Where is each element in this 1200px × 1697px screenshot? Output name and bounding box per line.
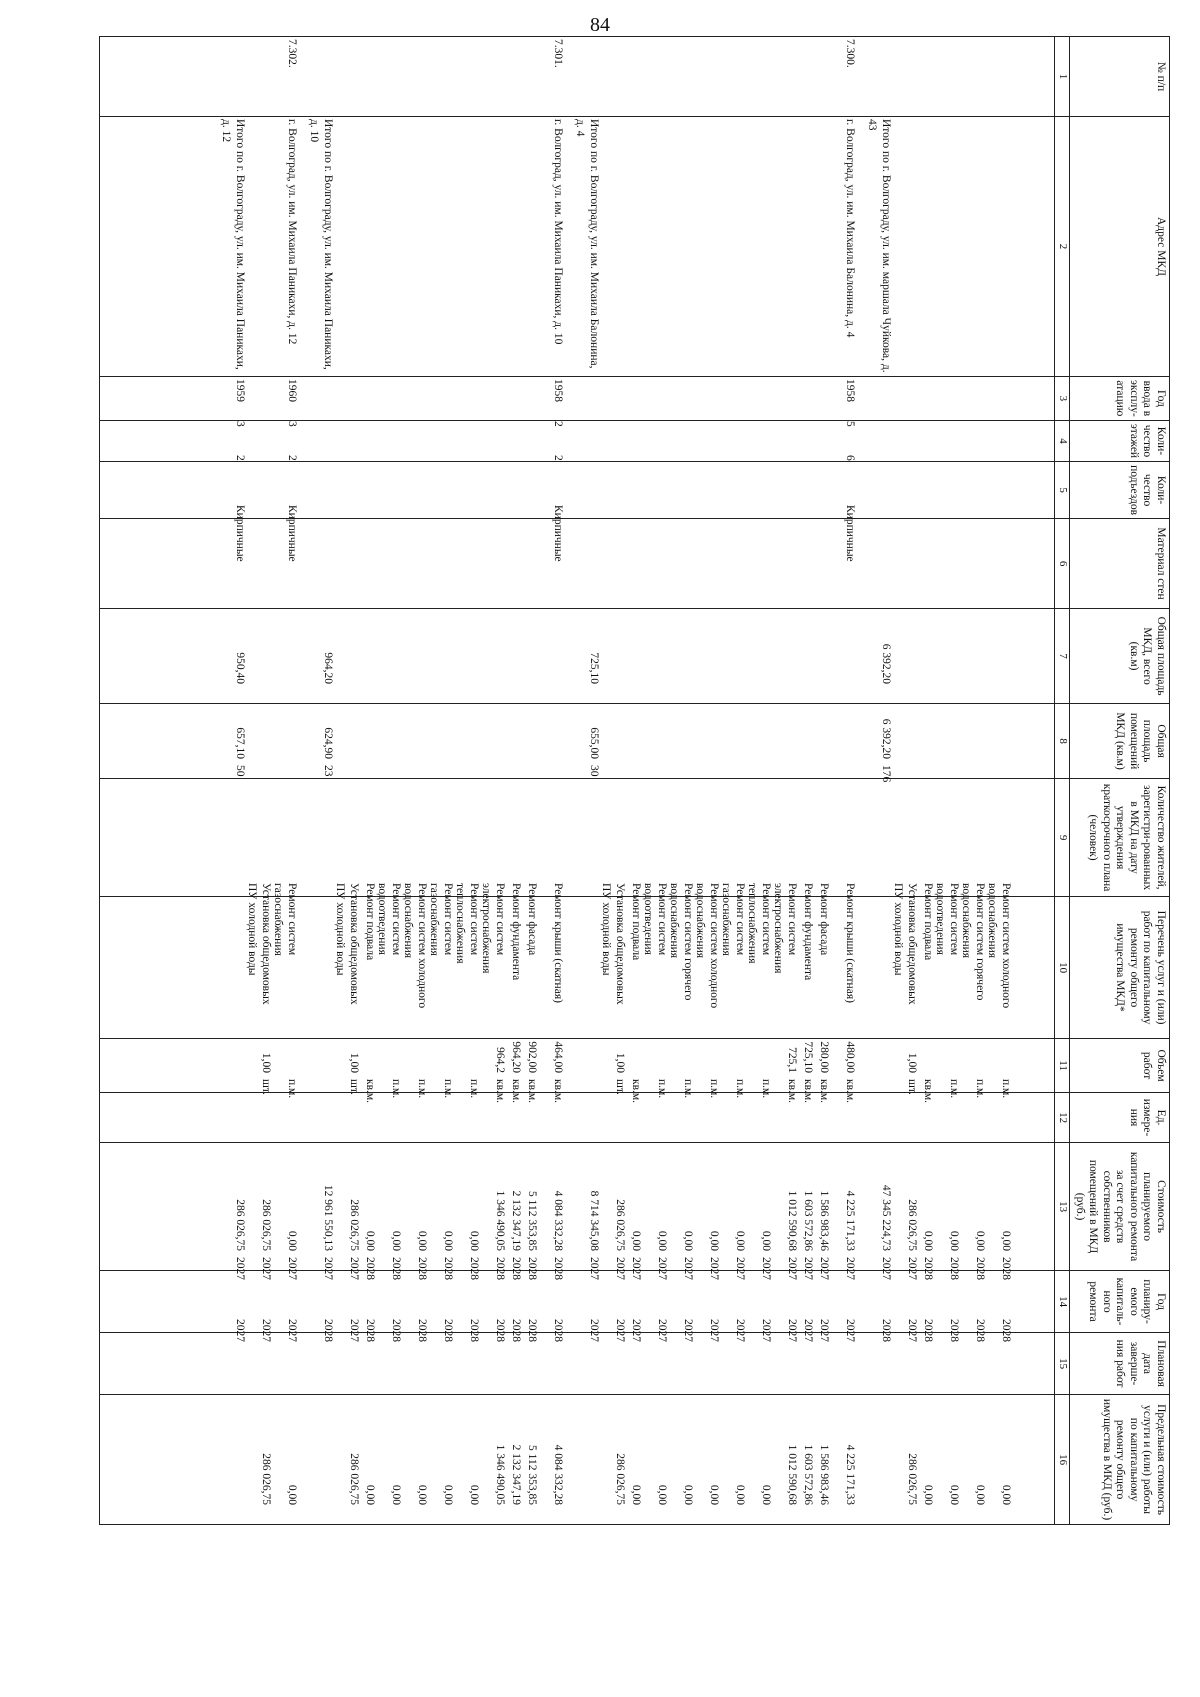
- limit-cost: 4 225 171,33: [844, 1444, 856, 1505]
- work-type: Установка общедомовых ПУ холодной воды: [246, 883, 272, 1005]
- repair-year: 2028: [494, 1257, 506, 1280]
- unit: кв.м.: [802, 1079, 814, 1104]
- completion-date: 2028: [974, 1319, 986, 1342]
- column-number: 11: [1055, 1039, 1070, 1093]
- repair-year: 2027: [906, 1257, 918, 1280]
- completion-date: 2027: [348, 1319, 360, 1342]
- cost: 5 112 353,85: [526, 1191, 538, 1251]
- header-cell: № п/п: [1070, 37, 1170, 117]
- limit-cost: 0,00: [682, 1484, 694, 1505]
- completion-date: 2028: [922, 1319, 934, 1342]
- column-number: 5: [1055, 462, 1070, 519]
- limit-cost: 1 603 572,86: [802, 1444, 814, 1505]
- row-number: 7.301.: [552, 39, 564, 68]
- work-type: Установка общедомовых ПУ холодной воды: [892, 883, 918, 1005]
- column-number: 9: [1055, 779, 1070, 897]
- unit: кв.м.: [364, 1079, 376, 1104]
- work-type: Ремонт крыши (скатная): [552, 883, 564, 1003]
- unit: п.м.: [734, 1079, 746, 1099]
- work-type: Ремонт крыши (скатная): [844, 883, 856, 1003]
- unit: кв.м.: [494, 1079, 506, 1104]
- floors: 5: [844, 421, 856, 427]
- header-row: [1070, 37, 1170, 1525]
- residents: 176: [880, 765, 892, 783]
- work-type: Ремонт систем электроснабжения: [772, 883, 798, 974]
- completion-date: 2027: [818, 1319, 830, 1342]
- limit-cost: 0,00: [416, 1484, 428, 1505]
- cost: 0,00: [974, 1230, 986, 1251]
- address: Итого по г. Волгограду, ул. им. Михаила Паникахи, д. 12: [220, 119, 246, 370]
- completion-date: 2027: [588, 1319, 600, 1342]
- total-area: 725,10: [588, 652, 600, 684]
- unit: п.м.: [390, 1079, 402, 1099]
- limit-cost: 0,00: [286, 1484, 298, 1505]
- limit-cost: 0,00: [760, 1484, 772, 1505]
- work-type: Ремонт систем водоотведения: [376, 883, 402, 956]
- cost: 0,00: [948, 1230, 960, 1251]
- cost: 0,00: [1000, 1230, 1012, 1251]
- premises-area: 655,00: [588, 727, 600, 759]
- year-built: 1958: [552, 379, 564, 402]
- work-type: Ремонт систем водоотведения: [934, 883, 960, 956]
- repair-year: 2027: [802, 1257, 814, 1280]
- address: г. Волгоград, ул. им. Михаила Паникахи, д. 10: [552, 119, 564, 345]
- repair-year: 2027: [348, 1257, 360, 1280]
- wall-material: Кирпичные: [552, 505, 564, 562]
- limit-cost: 0,00: [364, 1484, 376, 1505]
- header-cell: Общая площадь помещений МКД (кв.м): [1070, 704, 1170, 779]
- work-type: Ремонт систем газоснабжения: [428, 883, 454, 956]
- repair-year: 2027: [630, 1257, 642, 1280]
- row-number: 7.302.: [286, 39, 298, 68]
- repair-year: 2028: [1000, 1257, 1012, 1280]
- work-type: Ремонт систем холодного водоснабжения: [986, 883, 1012, 1009]
- repair-year: 2028: [510, 1257, 522, 1280]
- unit: шт.: [614, 1079, 626, 1095]
- total-area: 6 392,20: [880, 643, 892, 684]
- column-number: 15: [1055, 1333, 1070, 1395]
- year-built: 1958: [844, 379, 856, 402]
- limit-cost: 286 026,75: [906, 1453, 918, 1505]
- repair-year: 2027: [818, 1257, 830, 1280]
- cost: 0,00: [390, 1230, 402, 1251]
- limit-cost: 4 084 332,28: [552, 1444, 564, 1505]
- cost: 4 225 171,33: [844, 1190, 856, 1251]
- work-volume: 464,00: [552, 1041, 564, 1073]
- completion-date: 2028: [552, 1319, 564, 1342]
- column-number: 3: [1055, 377, 1070, 421]
- limit-cost: 1 586 983,46: [818, 1444, 830, 1505]
- unit: кв.м.: [818, 1079, 830, 1104]
- limit-cost: 0,00: [948, 1484, 960, 1505]
- limit-cost: 0,00: [922, 1484, 934, 1505]
- column-number: 4: [1055, 420, 1070, 461]
- work-volume: 280,00: [818, 1041, 830, 1073]
- work-type: Ремонт подвала: [364, 883, 376, 961]
- repair-year: 2028: [922, 1257, 934, 1280]
- premises-area: 624,90: [322, 727, 334, 759]
- completion-date: 2027: [614, 1319, 626, 1342]
- cost: 0,00: [468, 1230, 480, 1251]
- unit: п.м.: [1000, 1079, 1012, 1099]
- completion-date: 2028: [364, 1319, 376, 1342]
- limit-cost: 286 026,75: [260, 1453, 272, 1505]
- entrances: 2: [234, 455, 246, 461]
- completion-date: 2027: [802, 1319, 814, 1342]
- floors: 2: [552, 421, 564, 427]
- work-type: Ремонт систем газоснабжения: [272, 883, 298, 956]
- residents: 30: [588, 765, 600, 777]
- limit-cost: 0,00: [734, 1484, 746, 1505]
- header-cell: Год планиру-емого капиталь-ного ремонта: [1070, 1271, 1170, 1333]
- repair-year: 2027: [760, 1257, 772, 1280]
- limit-cost: 0,00: [1000, 1484, 1012, 1505]
- limit-cost: 0,00: [656, 1484, 668, 1505]
- unit: кв.м.: [526, 1079, 538, 1104]
- work-type: Ремонт систем горячего водоснабжения: [668, 883, 694, 1001]
- header-cell: Стоимость планируемого капитального ремонта за счет средств собственников помещений в МКД (руб.): [1070, 1143, 1170, 1271]
- column-number: 2: [1055, 117, 1070, 377]
- column-number: 8: [1055, 704, 1070, 779]
- column-number: 7: [1055, 609, 1070, 704]
- entrances: 6: [844, 455, 856, 461]
- repair-year: 2027: [880, 1257, 892, 1280]
- completion-date: 2028: [322, 1319, 334, 1342]
- completion-date: 2028: [390, 1319, 402, 1342]
- work-volume: 1,00: [614, 1052, 626, 1073]
- unit: кв.м.: [510, 1079, 522, 1104]
- capital-repair-table: [40, 36, 1170, 1658]
- cost: 0,00: [364, 1230, 376, 1251]
- address: г. Волгоград, ул. им. Михаила Балонина, д. 4: [844, 119, 856, 338]
- cost: 286 026,75: [906, 1199, 918, 1251]
- total-area: 964,20: [322, 652, 334, 684]
- repair-year: 2027: [734, 1257, 746, 1280]
- total-area: 950,40: [234, 652, 246, 684]
- work-type: Ремонт фасада: [526, 883, 538, 956]
- completion-date: 2027: [906, 1319, 918, 1342]
- repair-year: 2027: [656, 1257, 668, 1280]
- completion-date: 2027: [734, 1319, 746, 1342]
- column-number: 13: [1055, 1143, 1070, 1271]
- completion-date: 2028: [416, 1319, 428, 1342]
- work-volume: 1,00: [260, 1052, 272, 1073]
- cost: 286 026,75: [234, 1199, 246, 1251]
- wall-material: Кирпичные: [286, 505, 298, 562]
- header-cell: Количество жителей, зарегистри-рованных в МКД на дату утверждения краткосрочного плана (человек): [1070, 779, 1170, 897]
- unit: п.м.: [760, 1079, 772, 1099]
- header-cell: Перечень услуг и (или) работ по капитальному ремонту общего имущества МКД*: [1070, 897, 1170, 1039]
- work-type: Ремонт фундамента: [510, 883, 522, 981]
- unit: п.м.: [974, 1079, 986, 1099]
- completion-date: 2028: [494, 1319, 506, 1342]
- cost: 286 026,75: [260, 1199, 272, 1251]
- cost: 8 714 345,08: [588, 1190, 600, 1251]
- work-type: Ремонт подвала: [630, 883, 642, 961]
- work-volume: 1,00: [348, 1052, 360, 1073]
- header-cell: Объем работ: [1070, 1039, 1170, 1093]
- entrances: 2: [552, 455, 564, 461]
- repair-year: 2028: [390, 1257, 402, 1280]
- limit-cost: 5 112 353,85: [526, 1445, 538, 1505]
- unit: кв.м.: [844, 1079, 856, 1104]
- cost: 0,00: [922, 1230, 934, 1251]
- year-built: 1959: [234, 379, 246, 402]
- completion-date: 2028: [468, 1319, 480, 1342]
- cost: 12 961 550,13: [322, 1184, 334, 1251]
- residents: 50: [234, 765, 246, 777]
- column-number: 10: [1055, 897, 1070, 1039]
- repair-year: 2027: [614, 1257, 626, 1280]
- unit: кв.м.: [922, 1079, 934, 1104]
- unit: п.м.: [468, 1079, 480, 1099]
- limit-cost: 0,00: [630, 1484, 642, 1505]
- completion-date: 2027: [656, 1319, 668, 1342]
- unit: п.м.: [682, 1079, 694, 1099]
- work-volume: 1,00: [906, 1052, 918, 1073]
- repair-year: 2028: [468, 1257, 480, 1280]
- limit-cost: 286 026,75: [614, 1453, 626, 1505]
- wall-material: Кирпичные: [234, 505, 246, 562]
- completion-date: 2027: [630, 1319, 642, 1342]
- cost: 0,00: [630, 1230, 642, 1251]
- completion-date: 2028: [442, 1319, 454, 1342]
- repair-year: 2027: [708, 1257, 720, 1280]
- work-type: Ремонт систем теплоснабжения: [454, 883, 480, 964]
- year-built: 1960: [286, 379, 298, 402]
- cost: 0,00: [682, 1230, 694, 1251]
- header-cell: Материал стен: [1070, 519, 1170, 609]
- repair-year: 2027: [234, 1257, 246, 1280]
- work-type: Ремонт систем теплоснабжения: [746, 883, 772, 964]
- work-type: Ремонт систем водоотведения: [642, 883, 668, 956]
- work-type: Ремонт систем холодного водоснабжения: [694, 883, 720, 1009]
- unit: шт.: [348, 1079, 360, 1095]
- limit-cost: 2 132 347,19: [510, 1444, 522, 1505]
- work-volume: 902,00: [526, 1041, 538, 1073]
- cost: 286 026,75: [614, 1199, 626, 1251]
- work-type: Ремонт систем холодного водоснабжения: [402, 883, 428, 1009]
- repair-year: 2028: [364, 1257, 376, 1280]
- column-number: 12: [1055, 1093, 1070, 1143]
- work-volume: 725,10: [802, 1041, 814, 1073]
- work-type: Ремонт систем газоснабжения: [720, 883, 746, 956]
- header-cell: Год ввода в эксплу-атацию: [1070, 377, 1170, 421]
- floors: 3: [286, 421, 298, 427]
- work-volume: 480,00: [844, 1041, 856, 1073]
- unit: п.м.: [442, 1079, 454, 1099]
- repair-year: 2028: [552, 1257, 564, 1280]
- cost: 2 132 347,19: [510, 1190, 522, 1251]
- cost: 4 084 332,28: [552, 1190, 564, 1251]
- limit-cost: 0,00: [390, 1484, 402, 1505]
- completion-date: 2027: [708, 1319, 720, 1342]
- cost: 286 026,75: [348, 1199, 360, 1251]
- repair-year: 2028: [974, 1257, 986, 1280]
- completion-date: 2028: [526, 1319, 538, 1342]
- residents: 23: [322, 765, 334, 777]
- header-cell: Ед. измере-ния: [1070, 1093, 1170, 1143]
- header-cell: Плановая дата заверше-ния работ: [1070, 1333, 1170, 1395]
- header-cell: Предельная стоимость услуги и (или) работы по капитальному ремонту общего имущества в МКД (руб.): [1070, 1395, 1170, 1525]
- work-type: Ремонт подвала: [922, 883, 934, 961]
- repair-year: 2027: [786, 1257, 798, 1280]
- page-number: 84: [590, 14, 610, 36]
- repair-year: 2027: [260, 1257, 272, 1280]
- work-volume: 725,1: [786, 1047, 798, 1073]
- wall-material: Кирпичные: [844, 505, 856, 562]
- unit: шт.: [260, 1079, 272, 1095]
- cost: 0,00: [760, 1230, 772, 1251]
- completion-date: 2027: [844, 1319, 856, 1342]
- repair-year: 2028: [416, 1257, 428, 1280]
- column-number: 1: [1055, 37, 1070, 117]
- address: г. Волгоград, ул. им. Михаила Паникахи, д. 12: [286, 119, 298, 345]
- work-volume: 964,20: [510, 1041, 522, 1073]
- repair-year: 2028: [948, 1257, 960, 1280]
- limit-cost: 0,00: [708, 1484, 720, 1505]
- premises-area: 6 392,20: [880, 718, 892, 759]
- unit: кв.м.: [630, 1079, 642, 1104]
- completion-date: 2027: [234, 1319, 246, 1342]
- unit: шт.: [906, 1079, 918, 1095]
- completion-date: 2027: [760, 1319, 772, 1342]
- cost: 0,00: [734, 1230, 746, 1251]
- unit: кв.м.: [786, 1079, 798, 1104]
- unit: п.м.: [286, 1079, 298, 1099]
- repair-year: 2027: [682, 1257, 694, 1280]
- cost: 1 346 490,05: [494, 1190, 506, 1251]
- work-type: Ремонт фасада: [818, 883, 830, 956]
- completion-date: 2027: [682, 1319, 694, 1342]
- limit-cost: 0,00: [974, 1484, 986, 1505]
- body-column: [100, 37, 1055, 117]
- floors: 3: [234, 421, 246, 427]
- cost: 0,00: [656, 1230, 668, 1251]
- cost: 0,00: [442, 1230, 454, 1251]
- work-type: Ремонт систем горячего водоснабжения: [960, 883, 986, 1001]
- cost: 47 345 224,73: [880, 1184, 892, 1251]
- work-volume: 964,2: [494, 1047, 506, 1073]
- work-type: Ремонт систем электроснабжения: [480, 883, 506, 974]
- column-number: 6: [1055, 519, 1070, 609]
- unit: п.м.: [416, 1079, 428, 1099]
- cost: 1 012 590,68: [786, 1190, 798, 1251]
- limit-cost: 1 012 590,68: [786, 1444, 798, 1505]
- unit: кв.м.: [552, 1079, 564, 1104]
- limit-cost: 0,00: [442, 1484, 454, 1505]
- limit-cost: 1 346 490,05: [494, 1444, 506, 1505]
- unit: п.м.: [708, 1079, 720, 1099]
- row-number: 7.300.: [844, 39, 856, 68]
- repair-year: 2027: [588, 1257, 600, 1280]
- work-type: Установка общедомовых ПУ холодной воды: [600, 883, 626, 1005]
- column-number: 14: [1055, 1271, 1070, 1333]
- column-number-row: [1055, 37, 1070, 1525]
- premises-area: 657,10: [234, 727, 246, 759]
- limit-cost: 286 026,75: [348, 1453, 360, 1505]
- repair-year: 2027: [844, 1257, 856, 1280]
- repair-year: 2028: [526, 1257, 538, 1280]
- header-cell: Коли-чество подъездов: [1070, 462, 1170, 519]
- unit: п.м.: [948, 1079, 960, 1099]
- address: Итого по г. Волгограду, ул. им. Михаила Паникахи, д. 10: [308, 119, 334, 370]
- completion-date: 2027: [286, 1319, 298, 1342]
- completion-date: 2028: [948, 1319, 960, 1342]
- cost: 0,00: [416, 1230, 428, 1251]
- column-number: 16: [1055, 1395, 1070, 1525]
- address: Итого по г. Волгограду, ул. им. маршала Чуйкова, д. 43: [866, 119, 892, 373]
- completion-date: 2028: [880, 1319, 892, 1342]
- entrances: 2: [286, 455, 298, 461]
- address: Итого по г. Волгограду, ул. им. Михаила Балонина, д. 4: [574, 119, 600, 369]
- work-type: Установка общедомовых ПУ холодной воды: [334, 883, 360, 1005]
- repair-year: 2028: [442, 1257, 454, 1280]
- cost: 0,00: [286, 1230, 298, 1251]
- limit-cost: 0,00: [468, 1484, 480, 1505]
- header-cell: Общая площадь МКД, всего (кв.м): [1070, 609, 1170, 704]
- completion-date: 2027: [786, 1319, 798, 1342]
- unit: п.м.: [656, 1079, 668, 1099]
- cost: 0,00: [708, 1230, 720, 1251]
- cost: 1 586 983,46: [818, 1190, 830, 1251]
- completion-date: 2028: [510, 1319, 522, 1342]
- cost: 1 603 572,86: [802, 1190, 814, 1251]
- completion-date: 2028: [1000, 1319, 1012, 1342]
- header-cell: Адрес МКД: [1070, 117, 1170, 377]
- work-type: Ремонт фундамента: [802, 883, 814, 981]
- completion-date: 2027: [260, 1319, 272, 1342]
- repair-year: 2027: [286, 1257, 298, 1280]
- header-cell: Коли-чество этажей: [1070, 420, 1170, 461]
- repair-year: 2027: [322, 1257, 334, 1280]
